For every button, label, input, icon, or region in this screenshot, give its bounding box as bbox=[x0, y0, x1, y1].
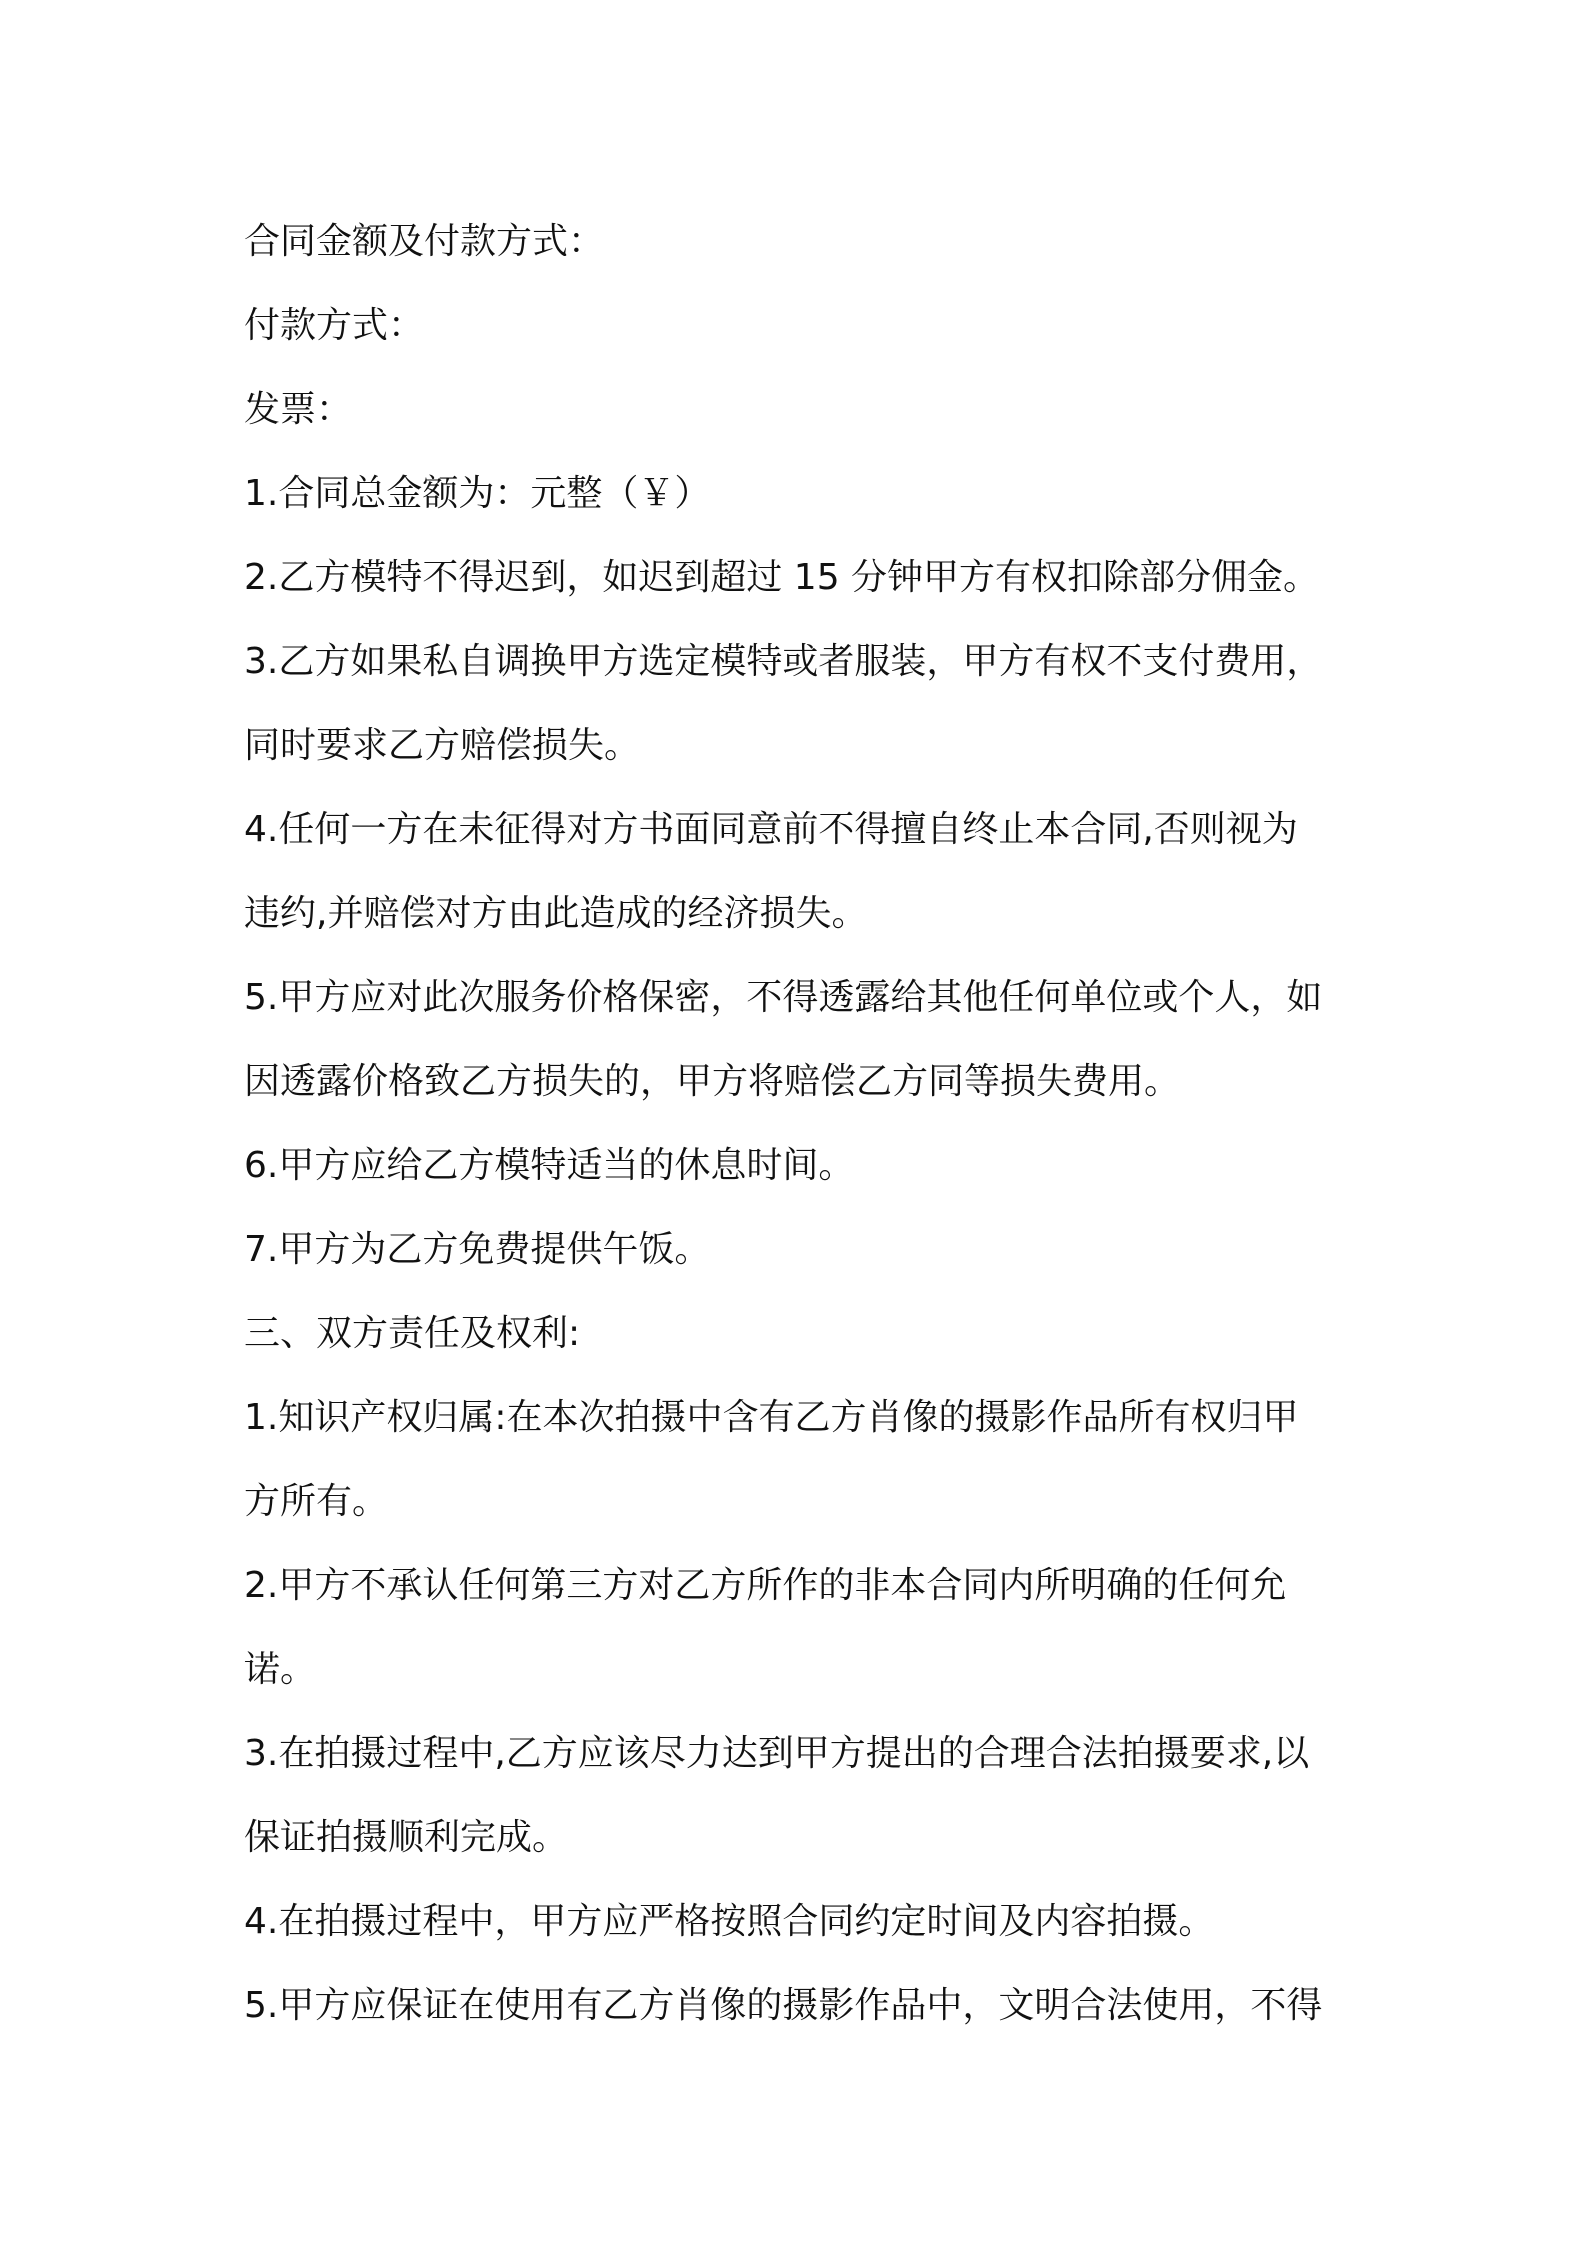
clause-4-termination-line-2: 违约,并赔偿对方由此造成的经济损失。 bbox=[244, 893, 868, 934]
rights-3-shooting-line-1: 3.在拍摄过程中,乙方应该尽力达到甲方提出的合理合法拍摄要求,以 bbox=[244, 1733, 1310, 1774]
clause-6-rest-time: 6.甲方应给乙方模特适当的休息时间。 bbox=[244, 1145, 855, 1186]
rights-3-shooting-line-2: 保证拍摄顺利完成。 bbox=[244, 1817, 569, 1858]
rights-1-ip-line-1: 1.知识产权归属:在本次拍摄中含有乙方肖像的摄影作品所有权归甲 bbox=[244, 1397, 1299, 1438]
rights-2-third-party-line-2: 诺。 bbox=[244, 1649, 317, 1690]
rights-2-third-party-line-1: 2.甲方不承认任何第三方对乙方所作的非本合同内所明确的任何允 bbox=[244, 1565, 1287, 1606]
clause-1-total-amount: 1.合同总金额为：元整（￥） bbox=[244, 473, 711, 514]
section-3-heading: 三、双方责任及权利: bbox=[244, 1313, 581, 1354]
clause-5-confidentiality-line-2: 因透露价格致乙方损失的，甲方将赔偿乙方同等损失费用。 bbox=[244, 1061, 1181, 1102]
clause-4-termination-line-1: 4.任何一方在未征得对方书面同意前不得擅自终止本合同,否则视为 bbox=[244, 809, 1298, 850]
clause-2-no-lateness: 2.乙方模特不得迟到，如迟到超过 15 分钟甲方有权扣除部分佣金。 bbox=[244, 557, 1320, 598]
heading-contract-amount-payment: 合同金额及付款方式： bbox=[244, 221, 605, 262]
rights-5-usage-line-1: 5.甲方应保证在使用有乙方肖像的摄影作品中，文明合法使用，不得 bbox=[244, 1985, 1323, 2026]
heading-invoice: 发票： bbox=[244, 389, 353, 430]
clause-7-free-lunch: 7.甲方为乙方免费提供午饭。 bbox=[244, 1229, 711, 1270]
clause-5-confidentiality-line-1: 5.甲方应对此次服务价格保密，不得透露给其他任何单位或个人，如 bbox=[244, 977, 1323, 1018]
clause-3-substitution-line-2: 同时要求乙方赔偿损失。 bbox=[244, 725, 641, 766]
clause-3-substitution-line-1: 3.乙方如果私自调换甲方选定模特或者服装，甲方有权不支付费用， bbox=[244, 641, 1323, 682]
contract-text bbox=[244, 200, 1364, 2048]
rights-4-schedule: 4.在拍摄过程中，甲方应严格按照合同约定时间及内容拍摄。 bbox=[244, 1901, 1215, 1942]
rights-1-ip-line-2: 方所有。 bbox=[244, 1481, 389, 1522]
heading-payment-method: 付款方式： bbox=[244, 305, 425, 346]
